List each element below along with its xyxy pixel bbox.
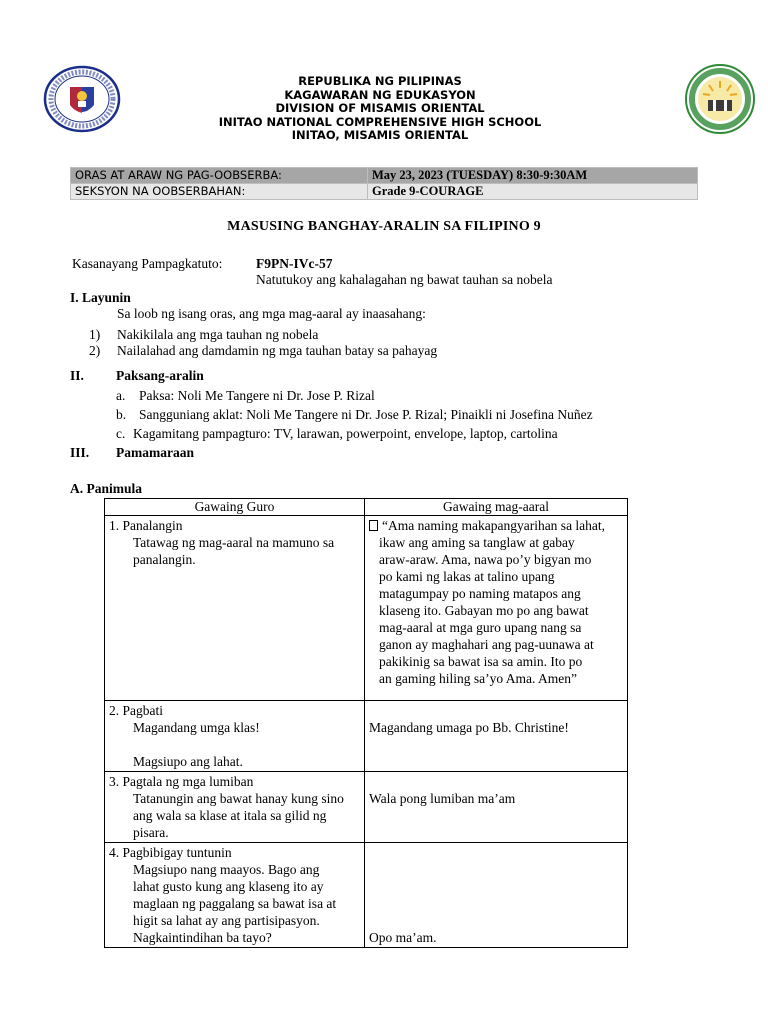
layunin-item-num: 1): [89, 327, 101, 342]
cell-line: ganon ay maghahari ang pag-uunawa at: [379, 637, 594, 652]
pamamaraan-heading: Pamamaraan: [116, 445, 194, 460]
table-row: [105, 516, 628, 701]
column-header-magaaral: Gawaing mag-aaral: [365, 499, 628, 516]
cell-line: Magandang umaga po Bb. Christine!: [369, 720, 569, 735]
cell-line: lahat gusto kung ang klaseng ito ay: [133, 879, 324, 894]
layunin-heading: I. Layunin: [70, 290, 131, 305]
activity-title: 4. Pagbibigay tuntunin: [109, 845, 232, 860]
magaaral-cell: [365, 772, 628, 843]
table-header-row: [105, 499, 628, 516]
document-title: MASUSING BANGHAY-ARALIN SA FILIPINO 9: [227, 219, 541, 234]
table-row: [105, 701, 628, 772]
layunin-item: Nakikilala ang mga tauhan ng nobela: [117, 327, 319, 342]
paksang-aralin-item: Sangguniang aklat: Noli Me Tangere ni Dr. Jose P. Rizal; Pinaikli ni Josefina Nuñez: [139, 407, 593, 422]
cell-line: [369, 773, 623, 790]
info-row: [71, 168, 698, 184]
checkbox-glyph-icon: [369, 520, 378, 531]
cell-line: an gaming hiling sa’yo Ama. Amen”: [379, 671, 577, 686]
cell-line: higit sa lahat ay ang partisipasyon.: [133, 913, 320, 928]
letterhead-line: KAGAWARAN NG EDUKASYON: [284, 87, 476, 102]
paksang-aralin-item-letter: a.: [116, 388, 126, 403]
panimula-table: [104, 498, 628, 948]
paksang-aralin-num: II.: [70, 368, 84, 383]
cell-line: ang wala sa klase at itala sa gilid ng: [133, 808, 327, 823]
layunin-intro: Sa loob ng isang oras, ang mga mag-aaral ay inaasahang:: [117, 306, 426, 321]
letterhead-line: DIVISION OF MISAMIS ORIENTAL: [275, 101, 485, 115]
cell-line: matagumpay po naming matapos ang: [379, 586, 581, 601]
guro-cell: [105, 701, 365, 772]
guro-cell: [105, 843, 365, 948]
activity-title: 2. Pagbati: [109, 703, 163, 718]
kasanayan-description: Natutukoy ang kahalagahan ng bawat tauhan sa nobela: [256, 272, 553, 287]
letterhead-line: REPUBLIKA NG PILIPINAS: [298, 74, 462, 88]
layunin-item: Nailalahad ang damdamin ng mga tauhan batay sa pahayag: [117, 343, 438, 358]
paksang-aralin-item-letter: b.: [116, 407, 127, 422]
paksang-aralin-item: Kagamitang pampagturo: TV, larawan, powerpoint, envelope, laptop, cartolina: [133, 426, 558, 441]
deped-seal-logo: [42, 65, 122, 133]
school-seal-logo: [683, 64, 757, 134]
cell-line: Magsiupo nang maayos. Bago ang: [133, 862, 320, 877]
cell-line: mag-aaral at mga guro upang nang sa: [379, 620, 582, 635]
layunin-item-num: 2): [89, 343, 101, 358]
section-value: Grade 9-COURAGE: [368, 184, 698, 200]
magaaral-cell: [365, 843, 628, 948]
observation-time-value: May 23, 2023 (TUESDAY) 8:30-9:30AM: [368, 168, 698, 184]
paksang-aralin-item: Paksa: Noli Me Tangere ni Dr. Jose P. Rizal: [139, 388, 375, 403]
letterhead: [150, 75, 610, 143]
letterhead-line: INITAO, MISAMIS ORIENTAL: [291, 128, 469, 142]
observation-info-table: [70, 167, 698, 200]
magaaral-cell: [365, 701, 628, 772]
pamamaraan-num: III.: [70, 445, 90, 460]
cell-line: maglaan ng paggalang sa bawat isa at: [133, 896, 337, 911]
cell-line: pakikinig sa bawat isa sa amin. Ito po: [379, 654, 583, 669]
panimula-heading: A. Panimula: [70, 481, 143, 496]
cell-line: Wala pong lumiban ma’am: [369, 791, 516, 806]
cell-line: po kami ng lakas at talino upang: [379, 569, 555, 584]
activity-title: 3. Pagtala ng mga lumiban: [109, 774, 254, 789]
guro-cell: [105, 516, 365, 701]
kasanayan-code: F9PN-IVc-57: [256, 256, 333, 271]
table-row: [105, 772, 628, 843]
info-row: [71, 184, 698, 200]
paksang-aralin-item-letter: c.: [116, 426, 126, 441]
cell-line: araw-araw. Ama, nawa po’y bigyan mo: [379, 552, 592, 567]
section-label: SEKSYON NA OOBSERBAHAN:: [71, 184, 368, 200]
cell-line: Magandang umga klas!: [133, 720, 260, 735]
cell-line: “Ama naming makapangyarihan sa lahat,: [369, 517, 623, 534]
cell-line: pisara.: [133, 825, 169, 840]
cell-line: Tatawag ng mag-aaral na mamuno sa: [133, 535, 335, 550]
cell-line: Opo ma’am.: [369, 930, 437, 945]
cell-line: Magsiupo ang lahat.: [133, 754, 243, 769]
cell-line: ikaw ang aming sa tanglaw at gabay: [379, 535, 575, 550]
cell-line: Nagkaintindihan ba tayo?: [133, 930, 272, 945]
cell-line: [109, 736, 360, 753]
activity-title: 1. Panalangin: [109, 518, 183, 533]
letterhead-line: INITAO NATIONAL COMPREHENSIVE HIGH SCHOOL: [218, 114, 542, 129]
kasanayan-label: Kasanayang Pampagkatuto:: [72, 256, 223, 271]
observation-time-label: ORAS AT ARAW NG PAG-OOBSERBA:: [71, 168, 368, 184]
cell-line: [369, 702, 623, 719]
cell-line: Tatanungin ang bawat hanay kung sino: [133, 791, 344, 806]
cell-line: klaseng ito. Gabayan mo po ang bawat: [379, 603, 589, 618]
column-header-guro: Gawaing Guro: [105, 499, 365, 516]
table-row: [105, 843, 628, 948]
paksang-aralin-heading: Paksang-aralin: [116, 368, 204, 383]
cell-line: panalangin.: [133, 552, 196, 567]
magaaral-cell: [365, 516, 628, 701]
guro-cell: [105, 772, 365, 843]
